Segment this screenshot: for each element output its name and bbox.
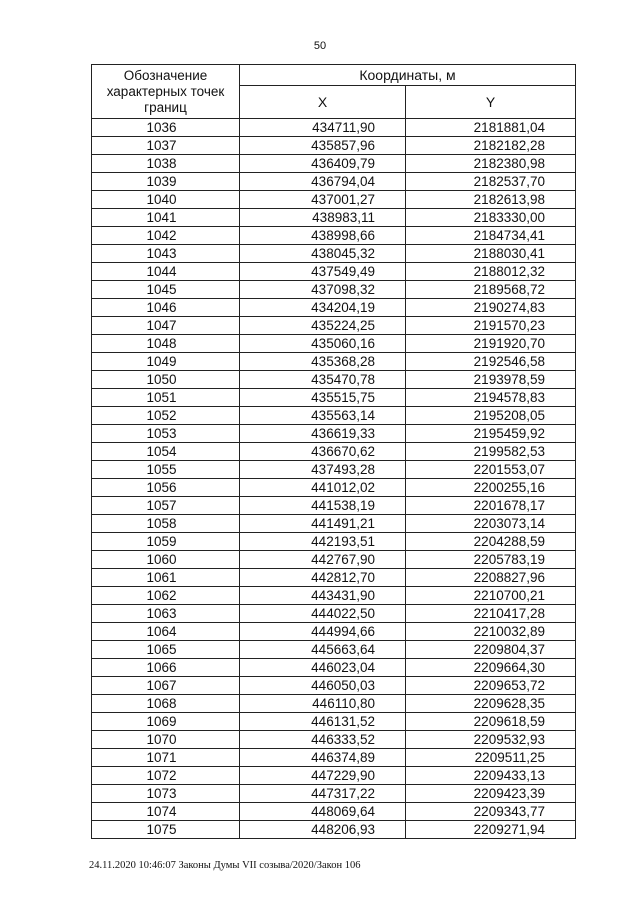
cell-y: 2188030,41	[406, 245, 576, 263]
cell-point-id: 1059	[92, 533, 240, 551]
table-header	[92, 65, 576, 119]
cell-y: 2182182,28	[406, 137, 576, 155]
table-row	[92, 659, 576, 677]
cell-point-id: 1074	[92, 803, 240, 821]
cell-y: 2201553,07	[406, 461, 576, 479]
cell-y: 2205783,19	[406, 551, 576, 569]
cell-y: 2182380,98	[406, 155, 576, 173]
table-row	[92, 803, 576, 821]
table-row	[92, 515, 576, 533]
table-row	[92, 695, 576, 713]
cell-x: 438998,66	[240, 227, 406, 245]
cell-y: 2209653,72	[406, 677, 576, 695]
cell-x: 442812,70	[240, 569, 406, 587]
cell-y: 2181881,04	[406, 119, 576, 137]
table-row	[92, 335, 576, 353]
cell-y: 2209628,35	[406, 695, 576, 713]
cell-x: 446374,89	[240, 749, 406, 767]
cell-y: 2209804,37	[406, 641, 576, 659]
cell-x: 437098,32	[240, 281, 406, 299]
cell-point-id: 1053	[92, 425, 240, 443]
cell-point-id: 1038	[92, 155, 240, 173]
cell-y: 2209433,13	[406, 767, 576, 785]
cell-point-id: 1052	[92, 407, 240, 425]
cell-point-id: 1057	[92, 497, 240, 515]
cell-point-id: 1037	[92, 137, 240, 155]
cell-point-id: 1043	[92, 245, 240, 263]
cell-x: 435563,14	[240, 407, 406, 425]
cell-point-id: 1068	[92, 695, 240, 713]
cell-y: 2190274,83	[406, 299, 576, 317]
cell-x: 443431,90	[240, 587, 406, 605]
header-y: Y	[406, 86, 576, 119]
cell-point-id: 1048	[92, 335, 240, 353]
cell-point-id: 1067	[92, 677, 240, 695]
table-row	[92, 137, 576, 155]
header-x: X	[240, 86, 406, 119]
cell-x: 435470,78	[240, 371, 406, 389]
table-row	[92, 623, 576, 641]
cell-x: 436794,04	[240, 173, 406, 191]
cell-x: 436619,33	[240, 425, 406, 443]
cell-x: 435060,16	[240, 335, 406, 353]
cell-point-id: 1058	[92, 515, 240, 533]
table-row	[92, 245, 576, 263]
cell-y: 2195208,05	[406, 407, 576, 425]
cell-y: 2183330,00	[406, 209, 576, 227]
cell-point-id: 1049	[92, 353, 240, 371]
cell-x: 441491,21	[240, 515, 406, 533]
cell-x: 436670,62	[240, 443, 406, 461]
cell-x: 447317,22	[240, 785, 406, 803]
table-row	[92, 299, 576, 317]
cell-point-id: 1070	[92, 731, 240, 749]
cell-x: 446050,03	[240, 677, 406, 695]
cell-point-id: 1040	[92, 191, 240, 209]
cell-x: 435857,96	[240, 137, 406, 155]
cell-x: 436409,79	[240, 155, 406, 173]
header-coordinates: Координаты, м	[240, 65, 576, 86]
cell-y: 2200255,16	[406, 479, 576, 497]
table-row	[92, 443, 576, 461]
table-row	[92, 209, 576, 227]
cell-x: 435515,75	[240, 389, 406, 407]
cell-x: 438045,32	[240, 245, 406, 263]
cell-y: 2194578,83	[406, 389, 576, 407]
cell-y: 2201678,17	[406, 497, 576, 515]
cell-y: 2189568,72	[406, 281, 576, 299]
cell-x: 437493,28	[240, 461, 406, 479]
table-row	[92, 731, 576, 749]
cell-point-id: 1075	[92, 821, 240, 839]
table-row	[92, 281, 576, 299]
cell-point-id: 1061	[92, 569, 240, 587]
cell-point-id: 1071	[92, 749, 240, 767]
cell-x: 438983,11	[240, 209, 406, 227]
cell-x: 446110,80	[240, 695, 406, 713]
table-row	[92, 425, 576, 443]
cell-x: 437001,27	[240, 191, 406, 209]
table-row	[92, 533, 576, 551]
table-row	[92, 479, 576, 497]
cell-y: 2210700,21	[406, 587, 576, 605]
cell-x: 441538,19	[240, 497, 406, 515]
cell-x: 446023,04	[240, 659, 406, 677]
cell-y: 2209618,59	[406, 713, 576, 731]
page-number: 50	[313, 40, 327, 52]
table-row	[92, 371, 576, 389]
cell-point-id: 1065	[92, 641, 240, 659]
table-row	[92, 407, 576, 425]
cell-point-id: 1036	[92, 119, 240, 137]
cell-y: 2209343,77	[406, 803, 576, 821]
cell-point-id: 1073	[92, 785, 240, 803]
table-row	[92, 677, 576, 695]
cell-point-id: 1050	[92, 371, 240, 389]
cell-x: 444022,50	[240, 605, 406, 623]
cell-y: 2188012,32	[406, 263, 576, 281]
cell-x: 435224,25	[240, 317, 406, 335]
cell-x: 445663,64	[240, 641, 406, 659]
footer-note: 24.11.2020 10:46:07 Законы Думы VII созыва/2020/Закон 106	[89, 860, 361, 871]
cell-point-id: 1069	[92, 713, 240, 731]
cell-x: 442193,51	[240, 533, 406, 551]
cell-y: 2204288,59	[406, 533, 576, 551]
cell-y: 2203073,14	[406, 515, 576, 533]
cell-y: 2209271,94	[406, 821, 576, 839]
cell-x: 435368,28	[240, 353, 406, 371]
cell-y: 2191570,23	[406, 317, 576, 335]
cell-y: 2199582,53	[406, 443, 576, 461]
cell-y: 2209664,30	[406, 659, 576, 677]
table-row	[92, 821, 576, 839]
table-row	[92, 317, 576, 335]
cell-point-id: 1063	[92, 605, 240, 623]
table-row	[92, 605, 576, 623]
cell-x: 442767,90	[240, 551, 406, 569]
cell-y: 2192546,58	[406, 353, 576, 371]
cell-point-id: 1046	[92, 299, 240, 317]
cell-x: 446131,52	[240, 713, 406, 731]
cell-point-id: 1066	[92, 659, 240, 677]
cell-y: 2208827,96	[406, 569, 576, 587]
header-point-name: Обозначение характерных точек границ	[92, 65, 240, 119]
cell-y: 2182537,70	[406, 173, 576, 191]
cell-y: 2191920,70	[406, 335, 576, 353]
cell-x: 434204,19	[240, 299, 406, 317]
table-row	[92, 713, 576, 731]
cell-y: 2195459,92	[406, 425, 576, 443]
cell-point-id: 1039	[92, 173, 240, 191]
cell-point-id: 1054	[92, 443, 240, 461]
cell-point-id: 1047	[92, 317, 240, 335]
table-body	[92, 119, 576, 839]
cell-point-id: 1051	[92, 389, 240, 407]
table-row	[92, 227, 576, 245]
cell-point-id: 1062	[92, 587, 240, 605]
table-row	[92, 767, 576, 785]
cell-y: 2209511,25	[406, 749, 576, 767]
coordinates-table	[91, 64, 576, 839]
table-row	[92, 191, 576, 209]
cell-y: 2209532,93	[406, 731, 576, 749]
cell-point-id: 1064	[92, 623, 240, 641]
table-row	[92, 749, 576, 767]
cell-y: 2210032,89	[406, 623, 576, 641]
cell-x: 448069,64	[240, 803, 406, 821]
cell-x: 444994,66	[240, 623, 406, 641]
table-row	[92, 155, 576, 173]
cell-y: 2193978,59	[406, 371, 576, 389]
cell-point-id: 1041	[92, 209, 240, 227]
cell-point-id: 1042	[92, 227, 240, 245]
cell-point-id: 1060	[92, 551, 240, 569]
table-row	[92, 569, 576, 587]
cell-x: 448206,93	[240, 821, 406, 839]
cell-x: 434711,90	[240, 119, 406, 137]
table-row	[92, 587, 576, 605]
table-row	[92, 785, 576, 803]
cell-point-id: 1045	[92, 281, 240, 299]
cell-point-id: 1072	[92, 767, 240, 785]
cell-point-id: 1055	[92, 461, 240, 479]
table-row	[92, 173, 576, 191]
cell-point-id: 1044	[92, 263, 240, 281]
table-row	[92, 641, 576, 659]
cell-x: 441012,02	[240, 479, 406, 497]
cell-x: 447229,90	[240, 767, 406, 785]
table-row	[92, 389, 576, 407]
cell-x: 446333,52	[240, 731, 406, 749]
cell-y: 2182613,98	[406, 191, 576, 209]
cell-point-id: 1056	[92, 479, 240, 497]
table-row	[92, 119, 576, 137]
cell-y: 2184734,41	[406, 227, 576, 245]
table-row	[92, 353, 576, 371]
cell-x: 437549,49	[240, 263, 406, 281]
cell-y: 2209423,39	[406, 785, 576, 803]
cell-y: 2210417,28	[406, 605, 576, 623]
table-row	[92, 551, 576, 569]
table-row	[92, 497, 576, 515]
table-row	[92, 461, 576, 479]
table-row	[92, 263, 576, 281]
